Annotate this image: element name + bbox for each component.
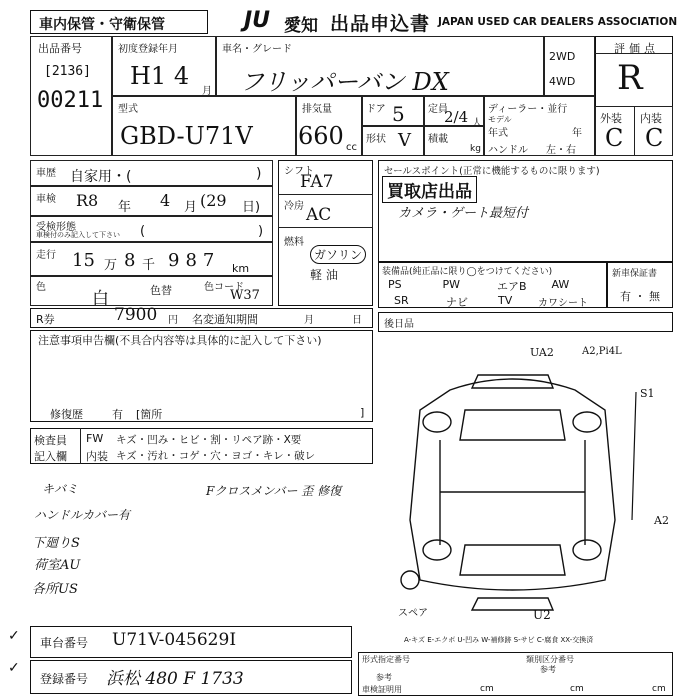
doors-label: ドア (366, 104, 386, 115)
history-label: 車歴 (36, 168, 56, 179)
plate-value: 浜松 480 F 1733 (106, 669, 244, 689)
cm-unit-2: cm (570, 684, 584, 694)
type-label: 型式 (118, 104, 138, 115)
r-ticket-value: 7900 (114, 305, 158, 325)
inspector-divider (80, 428, 81, 464)
damage-mark-ua2: UA2 (530, 346, 554, 359)
lot-small-code: [2136] (44, 64, 91, 79)
chassis-value: U71V-045629I (112, 630, 237, 650)
handle-options: 左・右 (546, 145, 576, 156)
interior-label: 内装 (640, 112, 662, 125)
inspection-year: R8 (76, 191, 99, 210)
equip-navi: ナビ (446, 296, 468, 309)
history-value: 自家用・( (70, 169, 132, 185)
displacement-unit: cc (346, 142, 357, 153)
drive-4wd: 4WD (549, 75, 576, 88)
cm-unit-1: cm (480, 684, 494, 694)
drive-2wd: 2WD (549, 50, 576, 63)
tax-period-label: 名変通知期間 (192, 313, 258, 326)
mileage-thousand: 8 (124, 250, 136, 271)
aftermarket-block (378, 312, 673, 332)
mileage-man: 15 (72, 250, 95, 271)
handle-label: ハンドル (488, 145, 528, 156)
buyer-stamp: 買取店出品 (382, 176, 477, 203)
equip-ps: PS (388, 278, 402, 291)
repaint-label: 色替 (150, 284, 172, 297)
shape-value: V (398, 130, 411, 151)
exterior-label: 外装 (600, 112, 622, 125)
inspection-month-unit: 月 (184, 200, 198, 215)
r-ticket-unit: 円 (168, 315, 178, 326)
reg-cert-label: 車検証明用 (362, 685, 402, 694)
doors-value: 5 (392, 102, 405, 126)
exterior-value: C (605, 124, 624, 152)
load-label: 積載 (428, 134, 448, 145)
type-cert-label: 形式指定番号 (362, 655, 410, 664)
inspection-day: (29 (200, 191, 227, 210)
check-mark-1: ✓ (8, 628, 20, 644)
storage-title-box (30, 10, 208, 34)
handwritten-note-1: キバミ (42, 482, 79, 496)
mileage-thousand-unit: 千 (142, 258, 156, 273)
rating-value: R (617, 58, 643, 98)
capacity-label: 定員 (428, 104, 448, 115)
model-grade-label: 車名・グレード (222, 44, 292, 55)
handwritten-note-4: 下廻りS (32, 536, 80, 551)
fuel-label: 燃料 (284, 237, 304, 248)
repair-close: ] (360, 406, 365, 419)
inspection-row (30, 186, 273, 216)
color-code-label: 色コード (204, 282, 244, 293)
equip-seat: カワシート (538, 298, 588, 309)
cm-unit-3: cm (652, 684, 666, 694)
inspection-year-unit: 年 (118, 200, 132, 215)
fuel-gasoline: ガソリン (310, 245, 366, 264)
history-close: ) (256, 166, 262, 182)
rating-label: 評価点 (614, 42, 659, 55)
sales-point-label: セールスポイント(正常に機能するものに限ります) (384, 166, 600, 177)
type-value: GBD-U71V (120, 122, 253, 150)
inspector-int-items: キズ・汚れ・コゲ・穴・ヨゴ・キレ・破レ (116, 450, 316, 462)
model-year-label-2: 年式 (488, 128, 508, 139)
capacity-unit: 人 (472, 118, 482, 129)
interior-value: C (645, 124, 664, 152)
displacement-value: 660 (298, 122, 344, 150)
lot-number: 00211 (37, 88, 104, 113)
aftermarket-label: 後日品 (384, 319, 414, 330)
first-reg-value: H1 4 (130, 62, 190, 90)
shape-label: 形状 (366, 134, 386, 145)
shift-value: FA7 (300, 172, 334, 192)
sales-point-handwritten: カメラ・ゲート最短付 (398, 206, 529, 221)
color-label: 色 (36, 282, 46, 293)
displacement-label: 排気量 (302, 104, 332, 115)
color-value: 白 (92, 289, 109, 309)
damage-mark-u2: U2 (533, 608, 551, 622)
english-title: JAPAN USED CAR DEALERS ASSOCIATION (438, 16, 678, 28)
first-reg-month-unit: 月 (202, 86, 212, 97)
inspection-month: 4 (160, 191, 171, 210)
handwritten-note-6: 各所US (32, 582, 78, 597)
model-year-label-1: モデル (488, 115, 512, 124)
inspector-label-2: 記入欄 (34, 450, 67, 463)
equipment-row-1 (388, 278, 606, 294)
form-title: 出品申込書 (330, 13, 431, 35)
acceptance-note: 車検付のみ記入して下さい (36, 231, 120, 239)
damage-mark-a2: A2 (654, 514, 669, 527)
ext-int-vline (634, 106, 635, 156)
rating-divider (595, 53, 673, 54)
acceptance-label: 受検形態 (36, 222, 76, 233)
equip-pw: PW (442, 278, 461, 291)
warranty-options: 有 ・ 無 (620, 290, 660, 303)
lot-label: 出品番号 (38, 42, 82, 55)
aircon-label: 冷房 (284, 201, 304, 212)
tax-day-unit: 日 (352, 315, 362, 326)
inspection-day-unit: 日) (242, 200, 261, 215)
damage-mark-s1: S1 (640, 387, 655, 400)
check-mark-2: ✓ (8, 660, 20, 676)
inspector-label-1: 検査員 (34, 434, 67, 447)
inspection-label: 車検 (36, 194, 56, 205)
tax-month-unit: 月 (304, 315, 314, 326)
mileage-rest: 987 (168, 250, 221, 271)
inspector-int-tag: 内装 (86, 450, 108, 463)
equip-tv: TV (498, 294, 513, 307)
mileage-unit: km (232, 262, 250, 275)
handwritten-note-5: 荷室AU (34, 558, 81, 573)
inspector-ext-items: キズ・凹み・ヒビ・割・リペア跡・X要 (116, 434, 302, 446)
inspector-ext-tag: FW (86, 432, 104, 445)
load-unit: kg (470, 144, 481, 154)
damage-mark-a2-pi4l: A2,Pi4L (582, 346, 622, 357)
mileage-label: 走行 (36, 250, 56, 261)
acceptance-close: ) (258, 224, 264, 239)
repair-value: 有 (112, 408, 123, 421)
repair-label: 修復歴 (50, 408, 83, 421)
r-ticket-label: R券 (36, 313, 55, 326)
equip-airbag: エアB (497, 280, 527, 293)
mileage-man-unit: 万 (104, 258, 118, 273)
class-label: 類別区分番号 (526, 655, 574, 664)
fuel-diesel: 軽 油 (310, 268, 338, 282)
acceptance-open: ( (140, 224, 146, 239)
repair-place: [箇所 (136, 408, 163, 421)
aircon-value: AC (306, 205, 332, 225)
plate-label: 登録番号 (40, 672, 89, 686)
model-grade-value: フリッパーバン DX (240, 68, 449, 96)
equipment-label: 装備品(純正品に限り◯をつけてください) (382, 267, 553, 277)
equipment-row-2 (394, 294, 612, 310)
dealer-label: ディーラー・並行 (488, 104, 568, 115)
first-reg-label: 初度登録年月 (118, 44, 178, 55)
shift-label: シフト (284, 166, 314, 177)
capacity-value: 2/4 (444, 108, 469, 126)
handwritten-note-2: Fクロスメンバー 歪 修復 (206, 484, 342, 498)
history-row (30, 160, 273, 186)
model-year-unit: 年 (572, 128, 582, 139)
color-code-value: W37 (230, 288, 260, 303)
ju-logo: JU (244, 8, 271, 33)
equip-sr: SR (394, 294, 409, 307)
brand-name: 愛知 (284, 16, 318, 36)
ref-label-1: 参考 (376, 673, 392, 682)
damage-legend: A-キズ E-エクボ U-凹み W-補修跡 S-サビ C-腐食 XX-交換済 (404, 636, 594, 644)
storage-title: 車内保管・守衛保管 (39, 17, 165, 33)
notes-label: 注意事項申告欄(不具合内容等は具体的に記入して下さい) (38, 334, 322, 347)
warranty-label: 新車保証書 (612, 269, 658, 279)
equip-aw: AW (551, 278, 570, 291)
chassis-label: 車台番号 (40, 636, 89, 650)
ref-label-2: 参考 (540, 665, 556, 674)
spare-label: スペア (398, 608, 428, 619)
handwritten-note-3: ハンドルカバー有 (34, 508, 131, 522)
